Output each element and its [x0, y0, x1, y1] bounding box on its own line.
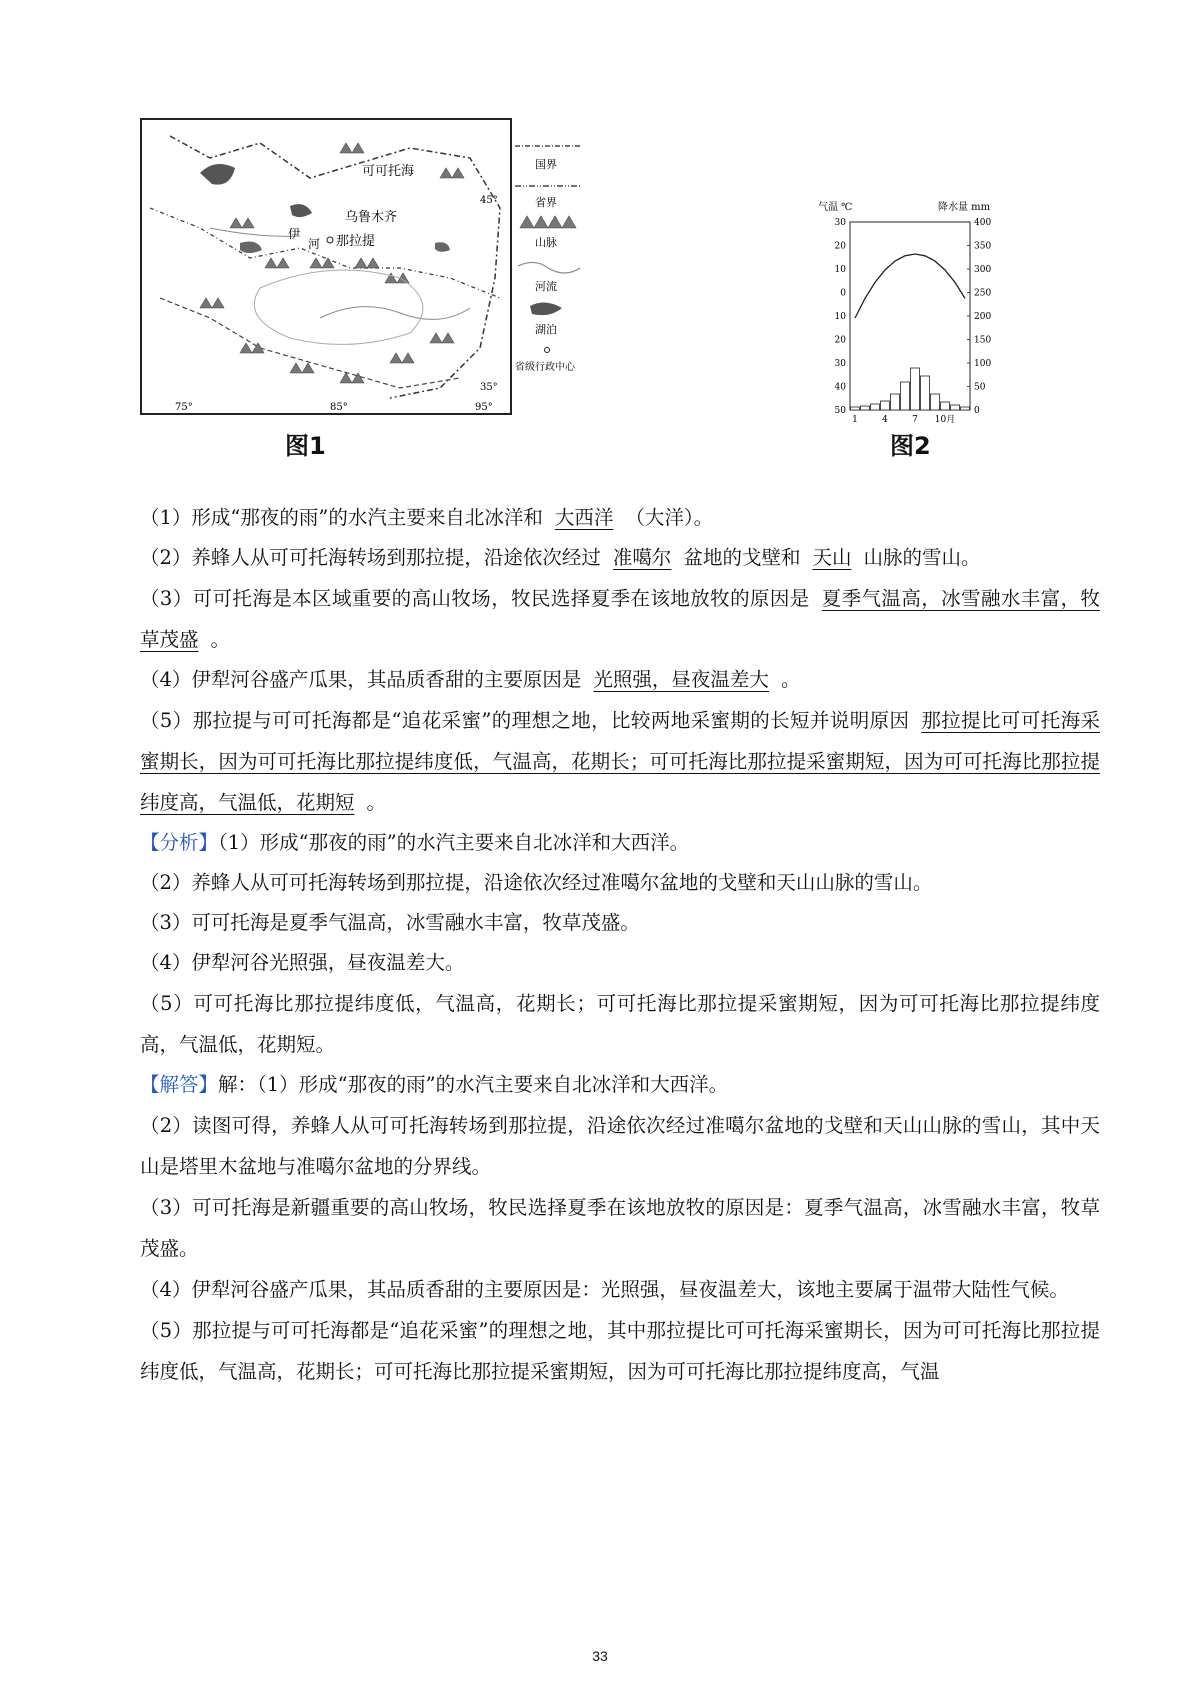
precipitation-tick: 0: [974, 406, 980, 416]
answer-line-3: （3）可可托海是新疆重要的高山牧场，牧民选择夏季在该地放牧的原因是：夏季气温高，冰雪融水丰富，牧草茂盛。: [140, 1196, 1100, 1260]
q5-text-end: 。: [366, 791, 387, 814]
precipitation-bar: [911, 368, 920, 410]
place-label: 那拉提: [336, 234, 376, 249]
temperature-tick: 30: [834, 359, 846, 369]
q4-text-end: 。: [780, 668, 801, 691]
answer-line-4: （4）伊犁河谷盛产瓜果，其品质香甜的主要原因是：光照强，昼夜温差大，该地主要属于温带大陆性气候。: [140, 1278, 1069, 1301]
month-tick: 4: [882, 415, 888, 425]
q2-text: （2）养蜂人从可可托海转场到那拉提，沿途依次经过: [140, 546, 601, 569]
precipitation-tick: 50: [974, 382, 986, 393]
analysis-line-2: （2）养蜂人从可可托海转场到那拉提，沿途依次经过准噶尔盆地的戈壁和天山山脉的雪山。: [140, 871, 933, 894]
precipitation-tick: 400: [974, 218, 992, 228]
q1-text: （1）形成“那夜的雨”的水汽主要来自北冰洋和: [140, 506, 543, 529]
analysis-line-1: [140, 823, 1100, 863]
place-label: 可可托海: [362, 164, 415, 179]
q2-answer-2: 天山: [812, 546, 852, 569]
question-1: [140, 498, 1100, 538]
q3-answer: 夏季气温高，冰雪融水丰富，牧草茂盛: [140, 587, 1100, 651]
question-4: [140, 660, 1100, 700]
temperature-tick: 30: [834, 218, 846, 228]
q5-answer: 那拉提比可可托海采蜜期长，因为可可托海比那拉提纬度低，气温高，花期长；可可托海比那拉提采蜜期短，因为可可托海比那拉提纬度高，气温低，花期短: [140, 709, 1100, 814]
legend-item: 山脉: [535, 236, 557, 249]
figures: [140, 118, 1100, 488]
q3-text: （3）可可托海是本区域重要的高山牧场，牧民选择夏季在该地放牧的原因是: [140, 587, 810, 610]
precipitation-tick: 350: [974, 241, 992, 252]
longitude-label: 75°: [175, 402, 193, 413]
temperature-curve: [855, 254, 965, 318]
precipitation-tick: 100: [974, 359, 992, 369]
q2-text-mid: 盆地的戈壁和: [683, 546, 801, 569]
temperature-tick: 0: [840, 288, 846, 299]
temperature-tick: 10: [834, 312, 846, 322]
question-2: [140, 538, 1100, 578]
place-label: 河: [308, 237, 321, 251]
temperature-tick: 10: [834, 265, 846, 275]
precipitation-bar: [961, 407, 970, 410]
analysis-line-5: （5）可可托海比那拉提纬度低，气温高，花期长；可可托海比那拉提采蜜期短，因为可可托海比那拉提纬度高，气温低，花期短。: [140, 992, 1100, 1056]
map-legend: [515, 146, 580, 373]
legend-item: 河流: [535, 280, 557, 293]
temperature-tick: 20: [834, 335, 846, 346]
q1-answer: 大西洋: [554, 506, 614, 529]
temperature-tick: 40: [834, 382, 846, 393]
answer-tag: 【解答】: [140, 1073, 219, 1096]
q4-answer: 光照强，昼夜温差大: [593, 668, 769, 691]
analysis-text: （1）形成“那夜的雨”的水汽主要来自北冰洋和大西洋。: [218, 831, 690, 854]
precipitation-bar: [951, 405, 960, 410]
analysis-line-3: （3）可可托海是夏季气温高，冰雪融水丰富，牧草茂盛。: [140, 911, 640, 934]
precipitation-tick: 150: [974, 335, 992, 346]
precipitation-bar: [891, 394, 900, 410]
precipitation-tick: 250: [974, 288, 992, 299]
temperature-tick: 20: [834, 241, 846, 252]
precipitation-bar: [871, 404, 880, 410]
precipitation-bar: [901, 382, 910, 410]
answer-line-2: （2）读图可得，养蜂人从可可托海转场到那拉提，沿途依次经过准噶尔盆地的戈壁和天山山脉的雪山，其中天山是塔里木盆地与准噶尔盆地的分界线。: [140, 1114, 1100, 1178]
figure2-caption: 图2: [890, 432, 931, 460]
figure1-map: [140, 118, 702, 448]
q4-text: （4）伊犁河谷盛产瓜果，其品质香甜的主要原因是: [140, 668, 582, 691]
precipitation-bar: [931, 394, 940, 410]
analysis-line-4: （4）伊犁河谷光照强，昼夜温差大。: [140, 951, 465, 974]
legend-item: 湖泊: [535, 323, 557, 336]
latitude-label: 45°: [480, 195, 498, 206]
question-5: [140, 700, 1100, 823]
precipitation-tick: 300: [974, 265, 992, 275]
place-label: 乌鲁木齐: [345, 210, 398, 225]
q2-answer-1: 准噶尔: [612, 546, 672, 569]
answer-line-5: （5）那拉提与可可托海都是“追花采蜜”的理想之地，其中那拉提比可可托海采蜜期长，因为可可托海比那拉提纬度低，气温高，花期长；可可托海比那拉提采蜜期短，因为可可托海比那拉提纬度高，气温: [140, 1319, 1100, 1383]
month-tick: 1: [852, 415, 858, 425]
place-label: 伊: [288, 227, 301, 241]
precipitation-bar: [851, 407, 860, 410]
q1-text-end: （大洋）。: [625, 506, 714, 529]
legend-item: 省级行政中心: [515, 362, 575, 373]
answer-text: 解：（1）形成“那夜的雨”的水汽主要来自北冰洋和大西洋。: [218, 1073, 729, 1096]
answer-line-1: [140, 1065, 1100, 1105]
precipitation-bar: [941, 402, 950, 410]
figure2-climate-chart: [816, 196, 1016, 436]
right-axis-title: 降水量 mm: [938, 202, 991, 213]
figure1-caption: 图1: [285, 432, 326, 460]
question-content: [140, 498, 1100, 1392]
precipitation-bar: [881, 401, 890, 410]
month-tick: 7: [912, 415, 918, 425]
q3-text-end: 。: [210, 628, 231, 651]
precipitation-bar: [861, 406, 870, 410]
month-tick: 10月: [934, 415, 956, 425]
legend-item: 国界: [535, 158, 557, 171]
longitude-label: 95°: [475, 402, 493, 413]
temperature-tick: 50: [834, 406, 846, 416]
longitude-label: 85°: [330, 402, 348, 413]
precipitation-bar: [921, 376, 930, 410]
latitude-label: 35°: [480, 382, 498, 393]
left-axis-title: 气温 ℃: [818, 202, 853, 213]
legend-item: 省界: [535, 196, 557, 209]
precipitation-tick: 200: [974, 312, 992, 322]
question-3: [140, 578, 1100, 660]
q2-text-end: 山脉的雪山。: [863, 546, 981, 569]
q5-text: （5）那拉提与可可托海都是“追花采蜜”的理想之地，比较两地采蜜期的长短并说明原因: [140, 709, 910, 732]
page-number: 33: [592, 1648, 608, 1664]
analysis-tag: 【分析】: [140, 831, 219, 854]
